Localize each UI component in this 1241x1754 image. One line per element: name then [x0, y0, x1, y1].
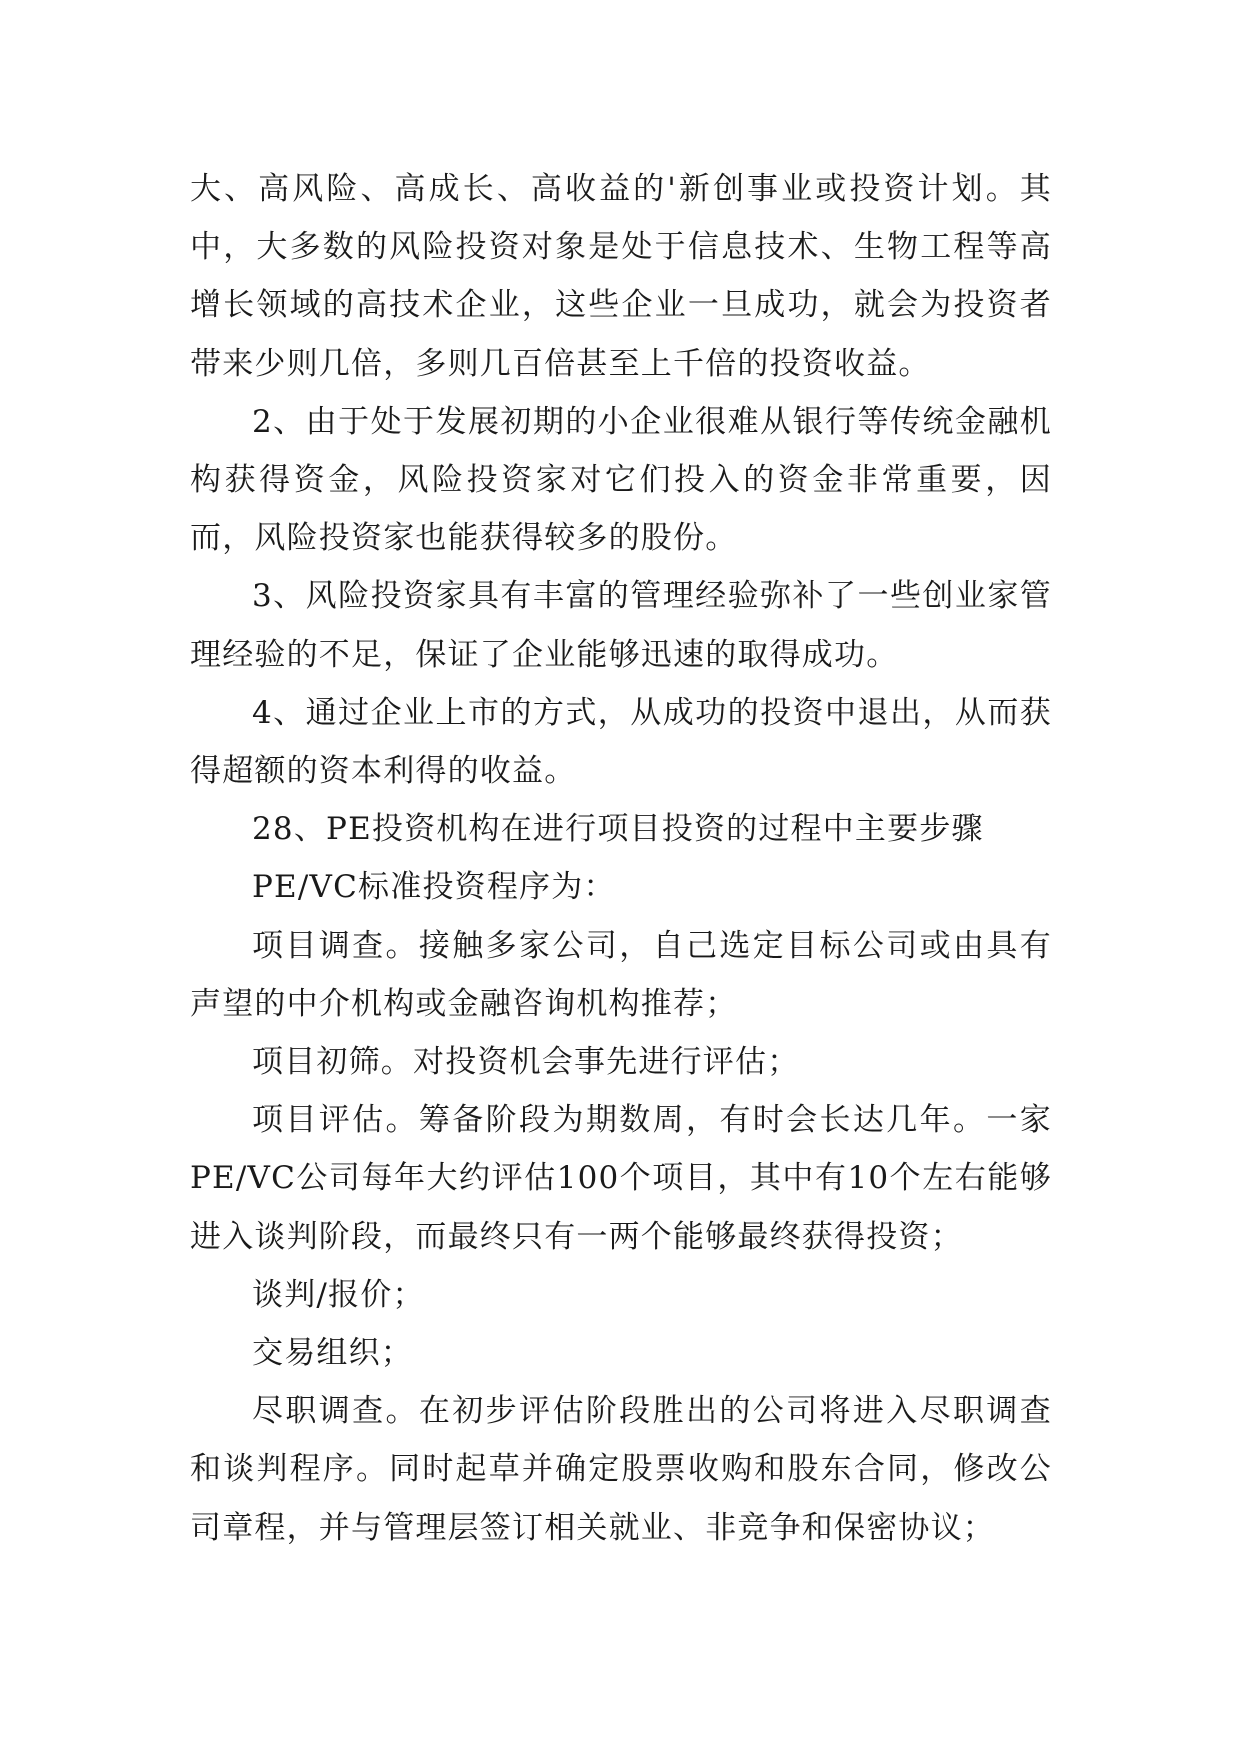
paragraph-point-2: 2、由于处于发展初期的小企业很难从银行等传统金融机构获得资金，风险投资家对它们投入的资金非常重要，因而，风险投资家也能获得较多的股份。: [190, 403, 1052, 557]
paragraph-deal-organization: 交易组织；: [252, 1335, 413, 1372]
paragraph-negotiation: 谈判/报价；: [252, 1276, 425, 1313]
paragraph-due-diligence: 尽职调查。在初步评估阶段胜出的公司将进入尽职调查和谈判程序。同时起草并确定股票收购和股东合同，修改公司章程，并与管理层签订相关就业、非竞争和保密协议；: [190, 1393, 1052, 1546]
paragraph-project-evaluation: 项目评估。筹备阶段为期数周，有时会长达几年。一家PE/VC公司每年大约评估100个项目，其中有10个左右能够进入谈判阶段，而最终只有一两个能够最终获得投资；: [190, 1102, 1052, 1255]
document-body: [190, 160, 1052, 1557]
section-heading-28: 28、PE投资机构在进行项目投资的过程中主要步骤: [252, 811, 984, 848]
paragraph-project-survey: 项目调查。接触多家公司，自己选定目标公司或由具有声望的中介机构或金融咨询机构推荐；: [190, 927, 1052, 1022]
paragraph-point-4: 4、通过企业上市的方式，从成功的投资中退出，从而获得超额的资本利得的收益。: [190, 694, 1052, 790]
paragraph-point-3: 3、风险投资家具有丰富的管理经验弥补了一些创业家管理经验的不足，保证了企业能够迅速的取得成功。: [190, 578, 1052, 673]
paragraph-initial-screening: 项目初筛。对投资机会事先进行评估；: [252, 1044, 800, 1081]
paragraph-procedure-intro: PE/VC标准投资程序为：: [252, 869, 616, 906]
paragraph-continued: 大、高风险、高成长、高收益的'新创事业或投资计划。其中，大多数的风险投资对象是处于信息技术、生物工程等高增长领域的高技术企业，这些企业一旦成功，就会为投资者带来少则几倍，多则几百倍甚至上千倍的投资收益。: [190, 171, 1052, 382]
